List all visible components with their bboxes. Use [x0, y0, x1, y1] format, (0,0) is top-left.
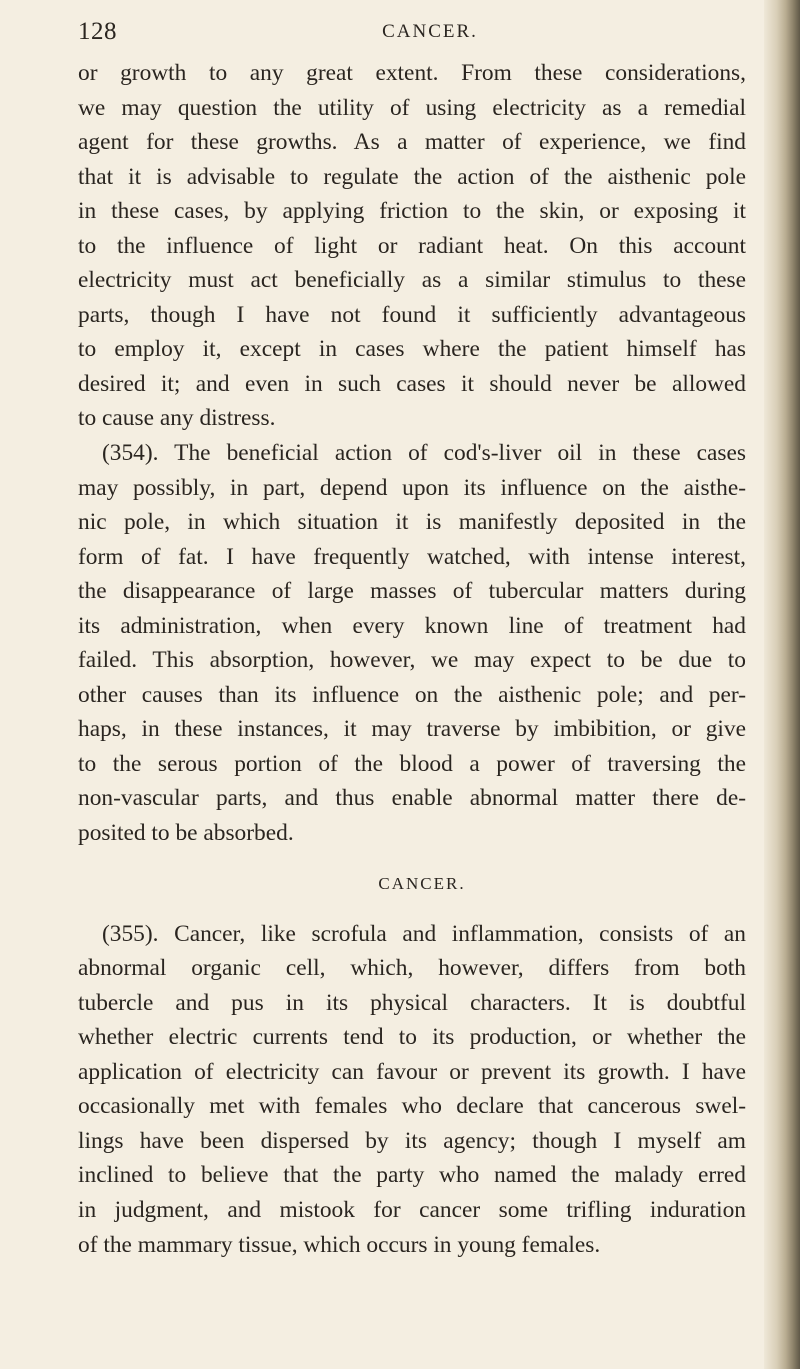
- text-line: its administration, when every known line of treatment had: [78, 612, 746, 639]
- page-body: [78, 56, 746, 1262]
- text-line: non-vascular parts, and thus enable abnormal matter there de-: [78, 785, 746, 812]
- text-line: to the serous portion of the blood a power of traversing the: [78, 750, 746, 777]
- text-line: posited to be absorbed.: [78, 820, 294, 847]
- text-line: that it is advisable to regulate the action of the aisthenic pole: [78, 163, 746, 190]
- text-line: application of electricity can favour or prevent its growth. I have: [78, 1058, 746, 1085]
- page-number: 128: [78, 18, 117, 45]
- paragraph-355: [78, 917, 746, 1262]
- text-line: we may question the utility of using electricity as a remedial: [78, 94, 746, 121]
- text-line: form of fat. I have frequently watched, with intense interest,: [78, 543, 746, 570]
- text-line: desired it; and even in such cases it should never be allowed: [78, 370, 746, 397]
- text-line: other causes than its influence on the aisthenic pole; and per-: [78, 681, 746, 708]
- paragraph-354: [78, 436, 746, 851]
- text-line: lings have been dispersed by its agency; though I myself am: [78, 1127, 746, 1154]
- text-line: failed. This absorption, however, we may expect to be due to: [78, 647, 746, 674]
- text-line: in these cases, by applying friction to the skin, or exposing it: [78, 198, 746, 225]
- text-line: electricity must act beneficially as a similar stimulus to these: [78, 267, 746, 294]
- text-line: to employ it, except in cases where the patient himself has: [78, 336, 746, 363]
- text-line: in judgment, and mistook for cancer some trifling induration: [78, 1196, 746, 1223]
- text-line: (354). The beneficial action of cod's-liver oil in these cases: [102, 440, 746, 467]
- text-line: or growth to any great extent. From these considerations,: [78, 60, 746, 86]
- text-line: the disappearance of large masses of tubercular matters during: [78, 578, 746, 605]
- text-line: agent for these growths. As a matter of experience, we find: [78, 129, 746, 156]
- text-line: to cause any distress.: [78, 405, 276, 432]
- running-head: CANCER.: [382, 21, 478, 42]
- text-line: tubercle and pus in its physical characters. It is doubtful: [78, 989, 746, 1016]
- text-line: abnormal organic cell, which, however, differs from both: [78, 955, 746, 982]
- text-line: to the influence of light or radiant heat. On this account: [78, 232, 746, 259]
- text-line: nic pole, in which situation it is manifestly deposited in the: [78, 509, 746, 536]
- section-heading: CANCER.: [378, 873, 466, 893]
- text-line: (355). Cancer, like scrofula and inflammation, consists of an: [102, 920, 746, 947]
- text-line: haps, in these instances, it may traverse by imbibition, or give: [78, 716, 746, 743]
- text-line: occasionally met with females who declare that cancerous swel-: [78, 1093, 746, 1120]
- text-line: may possibly, in part, depend upon its influence on the aisthe-: [78, 474, 746, 501]
- text-line: of the mammary tissue, which occurs in young females.: [78, 1231, 601, 1258]
- text-line: inclined to believe that the party who named the malady erred: [78, 1162, 746, 1189]
- text-line: parts, though I have not found it sufficiently advantageous: [78, 301, 746, 328]
- paragraph-continuation: [78, 56, 746, 436]
- page-edge: [764, 0, 800, 1369]
- text-line: whether electric currents tend to its production, or whether the: [78, 1024, 746, 1051]
- page-header: [78, 18, 758, 54]
